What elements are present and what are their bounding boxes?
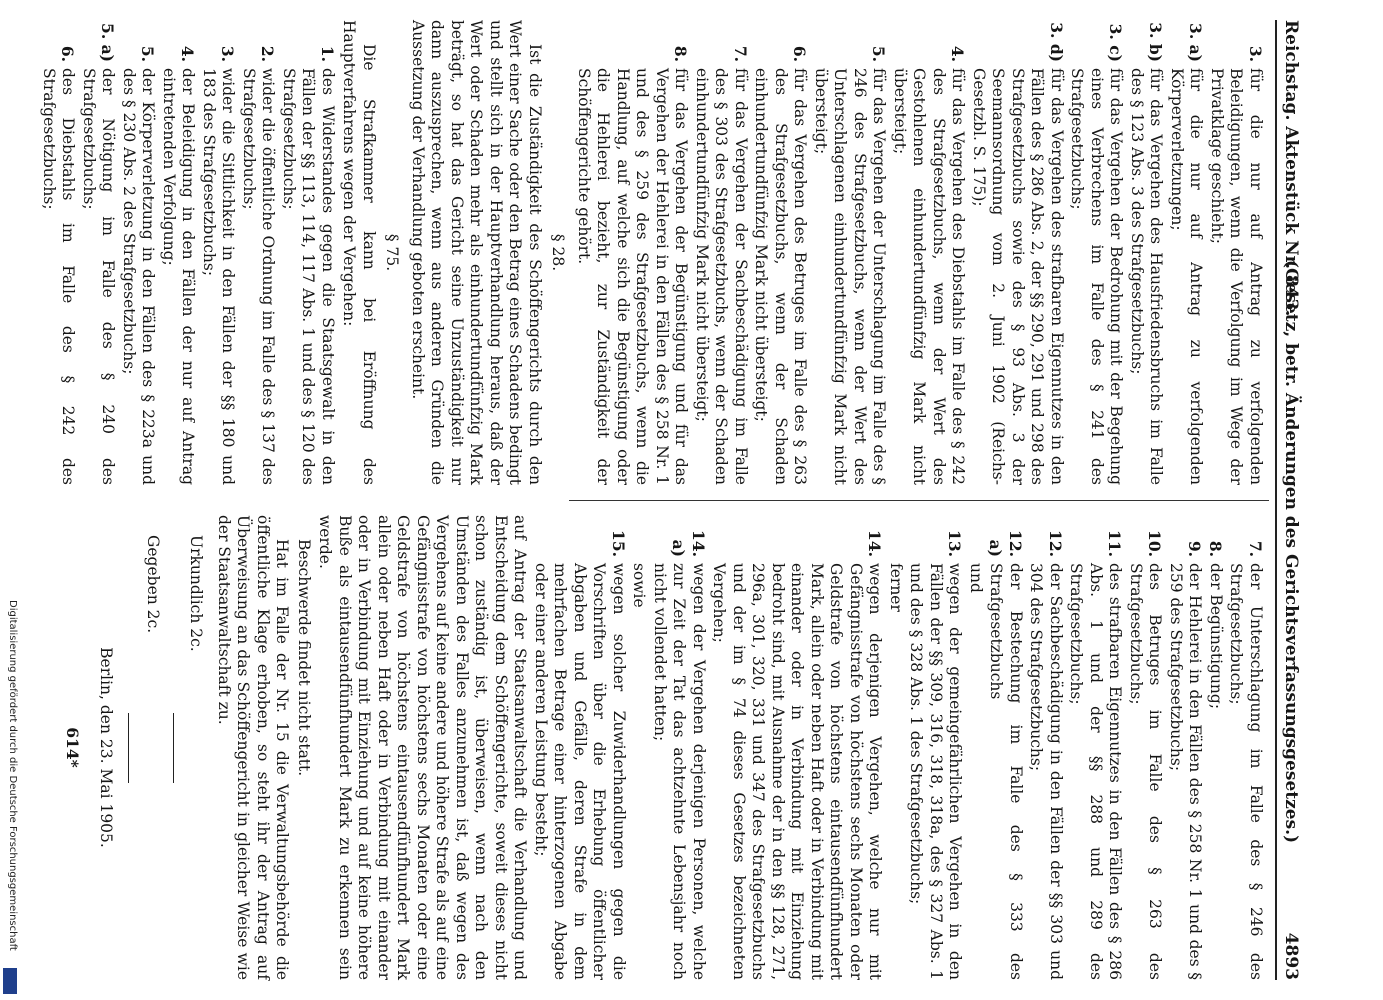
item-number: 3. <box>1246 45 1265 62</box>
item-text: der Körperverletzung in den Fällen des § 223a und des § 230 Abs. 2 des Strafgesetzbuchs; <box>120 68 158 485</box>
list-item <box>1127 20 1166 485</box>
item-text: des Diebstahls im Falle des § 242 des Strafgesetzbuchs; <box>40 68 78 485</box>
closing-rule-1 <box>165 515 185 980</box>
item-text: für das Vergehen des strafbaren Eigennutzes in den Fällen des § 286 Abs. 2, der §§ 290, 291 und 298 des Strafgesetzbuchs sowie des § 93 Abs. 3 der Seemannsordnung vom 2. Juni 1902 (Reichs-Gesetzbl. S. 175); <box>970 68 1066 485</box>
list-item <box>159 20 198 485</box>
item-number: 9. <box>1185 540 1205 557</box>
item-number: 3. b) <box>1146 22 1166 62</box>
list-item <box>199 20 238 485</box>
section-28-heading: § 28. <box>549 233 568 272</box>
rotated-page-content <box>40 20 1305 980</box>
item-text: für das Vergehen des Hausfriedensbruchs im Falle des § 123 Abs. 3 des Strafgesetzbuchs; <box>1128 68 1166 485</box>
item-number: 10. <box>1145 530 1165 557</box>
item-number: 4. <box>948 45 968 62</box>
list-item <box>1026 515 1065 980</box>
section-75-heading: § 75. <box>383 233 402 272</box>
item-text: der Bestechung im Falle des § 333 des Strafgesetzbuchs <box>987 563 1025 980</box>
closing-block <box>63 515 206 980</box>
item-number: 5. <box>869 45 889 62</box>
item-text: wegen derjenigen Vergehen, welche nur mit Gefängnisstrafe von höchstens sechs Monaten oder Geldstrafe von höchstens eintausendfünfhundert Mark, allein oder neben Haft oder in Verbindung mit einander oder in Verbindung mit Einziehung bedroht sind, mit Ausnahme der in den §§ 128, 271, 296a, 301, 320, 331 und 347 des Strafgesetzbuchs und der im § 74 dieses Gesetzes bezeichneten Vergehen; <box>710 563 885 980</box>
list-item <box>119 20 158 485</box>
section-28-text: Ist die Zuständigkeit des Schöffengerichts durch den Wert einer Sache oder den Betrag eines Schadens bedingt und stellt sich in der Hauptverhandlung heraus, daß der Wert oder Schaden mehr als einhundertundfünfzig Mark beträgt, so hat das Gericht seine Unzuständigkeit nur dann auszusprechen, wenn aus anderen Gründen die Aussetzung der Verhandlung geboten erscheint. <box>409 20 544 485</box>
item-text: der Hehlerei in den Fällen des § 258 Nr. 1 und des § 259 des Strafgesetzbuchs; <box>1167 563 1205 980</box>
list-item <box>1126 515 1165 980</box>
list-item <box>890 20 968 485</box>
item-number: 1. <box>318 45 337 62</box>
item-number <box>886 515 906 563</box>
section-75-intro: Die Strafkammer kann bei Eröffnung des Hauptverfahrens wegen der Vergehen: <box>340 20 378 485</box>
item-text: wider die öffentliche Ordnung im Falle des § 137 des Strafgesetzbuchs; <box>240 68 278 485</box>
page-folio: 614* <box>63 727 82 768</box>
item-text: für das Vergehen des Diebstahls im Falle des § 242 des Strafgesetzbuchs, wenn der Wert des Gestohlenen einhundertundfünfzig Mark nicht übersteigt; <box>891 68 968 485</box>
header-subject: (Gesetz, betr. Änderungen des Gerichtsverfassungsgesetzes.) <box>1281 260 1301 844</box>
list-item <box>966 515 986 980</box>
item-number: 5. a) <box>98 23 118 62</box>
list-item <box>811 20 889 485</box>
item-text: der Nötigung im Falle des § 240 des Strafgesetzbuchs; <box>80 68 118 485</box>
paragraph-transfer: auf Antrag der Staatsanwaltschaft die Verhandlung und Entscheidung dem Schöffengerichte, soweit dieses nicht schon zuständig ist, überweisen, wenn nach den Umständen des Falles anzunehmen ist, daß wegen des Vergehens auf keine andere und höhere Strafe als auf eine Gefängnisstrafe von höchstens sechs Monaten oder eine Geldstrafe von höchstens eintausendfünfhundert Mark allein oder neben Haft oder in Verbindung mit einander oder in Verbindung mit Einziehung und auf keine höhere Buße als eintausendfünfhundert Mark zu erkennen sein werde. <box>316 515 530 980</box>
item-text: der Sachbeschädigung in den Fällen der §§ 303 und 304 des Strafgesetzbuchs; <box>1027 563 1065 980</box>
list-item <box>79 20 118 485</box>
paragraph-administration: Hat im Falle der Nr. 15 die Verwaltungsbehörde die öffentliche Klage erhoben, so steht ihr der Antrag auf Überweisung an das Schöffengericht in gleicher Weise wie der Staatsanwaltschaft zu. <box>215 515 292 980</box>
header-title: Reichstag. Aktenstück Nr. 843. <box>1281 20 1301 317</box>
item-number: 2. <box>258 45 278 62</box>
item-number: 6. <box>790 45 810 62</box>
list-item <box>629 515 649 980</box>
item-text: des Betruges im Falle des § 263 des Strafgesetzbuchs; <box>1127 563 1165 980</box>
header-page-number: 4893 <box>1281 932 1301 980</box>
item-number: 14. a) <box>669 530 708 557</box>
item-number: 8. <box>671 45 691 62</box>
list-item <box>1206 515 1226 980</box>
list-item <box>692 20 751 485</box>
digitization-note-text: Digitalisierung gefördert durch die Deutsche Forschungsgemeinschaft <box>7 600 18 951</box>
list-item <box>986 515 1025 980</box>
list-item <box>1166 515 1205 980</box>
item-text: für das Vergehen der Bedrohung mit der Begehung eines Verbrechens im Falle des § 241 des Strafgesetzbuchs; <box>1068 68 1126 485</box>
list-item <box>279 20 338 485</box>
item-number: 12. <box>1046 530 1065 557</box>
closing-rule-2 <box>120 515 140 980</box>
closing-line-2: Gegeben 2c. <box>144 535 163 634</box>
item-number: 4. <box>178 45 198 62</box>
list-item <box>1167 20 1206 485</box>
item-number: 7. <box>731 45 750 62</box>
dfg-logo <box>3 968 17 994</box>
left-column <box>38 20 1266 485</box>
list-item <box>1066 515 1125 980</box>
list-item <box>574 20 691 485</box>
list-item <box>39 20 78 485</box>
item-text: für das Vergehen der Unterschlagung im Falle des § 246 des Strafgesetzbuchs, wenn der Wert des Unterschlagenen einhundertundfünfzig Mark nicht übersteigt; <box>812 68 889 485</box>
place-date: Berlin, den 23. Mai 1905. <box>97 647 116 848</box>
item-text: wegen solcher Zuwiderhandlungen gegen die Vorschriften über die Erhebung öffentlicher Abgaben und Gefälle, deren Strafe in dem mehrfachen Betrage einer hinterzogenen Abgabe oder einer anderen Leistung besteht; <box>532 563 628 980</box>
item-text: für die nur auf Antrag zu verfolgenden Beleidigungen, wenn die Verfolgung im Wege der Privatklage geschieht; <box>1208 68 1265 485</box>
item-number: 5. <box>138 45 158 62</box>
item-text: für das Vergehen der Sachbeschädigung im Falle des § 303 des Strafgesetzbuchs, wenn der Schaden einhundertundfünfzig Mark nicht übersteigt; <box>693 68 750 485</box>
left-item-list <box>574 20 1266 485</box>
item-number <box>966 515 986 563</box>
item-text: des Widerstandes gegen die Staatsgewalt in den Fällen der §§ 113, 114, 117 Abs. 1 und des § 120 des Strafgesetzbuchs; <box>280 68 337 485</box>
section-75-item-list <box>39 20 338 485</box>
item-number: 6. <box>58 45 78 62</box>
item-text: der Unterschlagung im Falle des § 246 des Strafgesetzbuchs; <box>1227 563 1265 980</box>
paragraph-complaint: Beschwerde findet nicht statt. <box>295 539 313 777</box>
list-item <box>1207 20 1266 485</box>
closing-line-1: Urkundlich 2c. <box>187 535 206 652</box>
list-item <box>650 515 709 980</box>
item-number: 3. <box>218 45 238 62</box>
item-text: für die nur auf Antrag zu verfolgenden Körperverletzungen; <box>1168 68 1206 485</box>
right-item-list <box>531 515 1266 980</box>
item-text: sowie <box>630 563 649 608</box>
item-number: 14. <box>865 530 885 557</box>
item-text: wegen der Vergehen derjenigen Personen, welche zur Zeit der Tat das achtzehnte Lebensjahr noch nicht vollendet hatten; <box>651 563 708 980</box>
item-text: für das Vergehen der Begünstigung und für das Vergehen der Hehlerei in den Fällen des § 258 Nr. 1 und des § 259 des Strafgesetzbuchs, wenn die Handlung, auf welche sich die Begünstigung oder die Hehlerei bezieht, zur Zuständigkeit der Schöffengerichte gehört. <box>575 68 691 485</box>
item-text: und <box>967 563 985 593</box>
list-item <box>531 515 629 980</box>
item-number: 12. a) <box>986 530 1025 557</box>
list-item <box>1067 20 1126 485</box>
page-header <box>1275 20 1305 980</box>
item-number: 3. d) <box>1047 22 1066 62</box>
list-item <box>709 515 885 980</box>
item-text: wider die Sittlichkeit in den Fällen der §§ 180 und 183 des Strafgesetzbuchs; <box>200 68 238 485</box>
item-number: 3. a) <box>1186 23 1206 62</box>
digitization-note <box>4 600 22 995</box>
item-number: 13. <box>945 530 965 557</box>
item-number: 11. <box>1105 530 1125 557</box>
right-column <box>63 515 1266 980</box>
column-divider <box>569 500 1269 501</box>
item-number: 15. <box>609 530 628 557</box>
list-item <box>1226 515 1265 980</box>
list-item <box>751 20 810 485</box>
item-text: wegen der gemeingefährlichen Vergehen in den Fällen der §§ 309, 316, 318, 318a, des § 327 Abs. 1 und des § 328 Abs. 1 des Strafgesetzbuchs; <box>907 563 965 980</box>
item-number: 8. <box>1206 540 1225 557</box>
item-text: ferner <box>887 563 905 612</box>
item-text: für das Vergehen des Betruges im Falle des § 263 des Strafgesetzbuchs, wenn der Schaden einhundertundfünfzig Mark nicht übersteigt; <box>752 68 810 485</box>
item-number <box>629 515 649 563</box>
item-text: des strafbaren Eigennutzes in den Fällen des § 286 Abs. 1 und der §§ 288 und 289 des Strafgesetzbuchs; <box>1067 563 1125 980</box>
list-item <box>969 20 1067 485</box>
list-item <box>886 515 906 980</box>
list-item <box>239 20 278 485</box>
item-number: 3. c) <box>1106 23 1126 62</box>
item-text: der Begünstigung; <box>1207 563 1225 710</box>
item-text: der Beleidigung in den Fällen der nur auf Antrag eintretenden Verfolgung; <box>160 68 198 485</box>
list-item <box>906 515 965 980</box>
item-number: 7. <box>1246 540 1265 557</box>
